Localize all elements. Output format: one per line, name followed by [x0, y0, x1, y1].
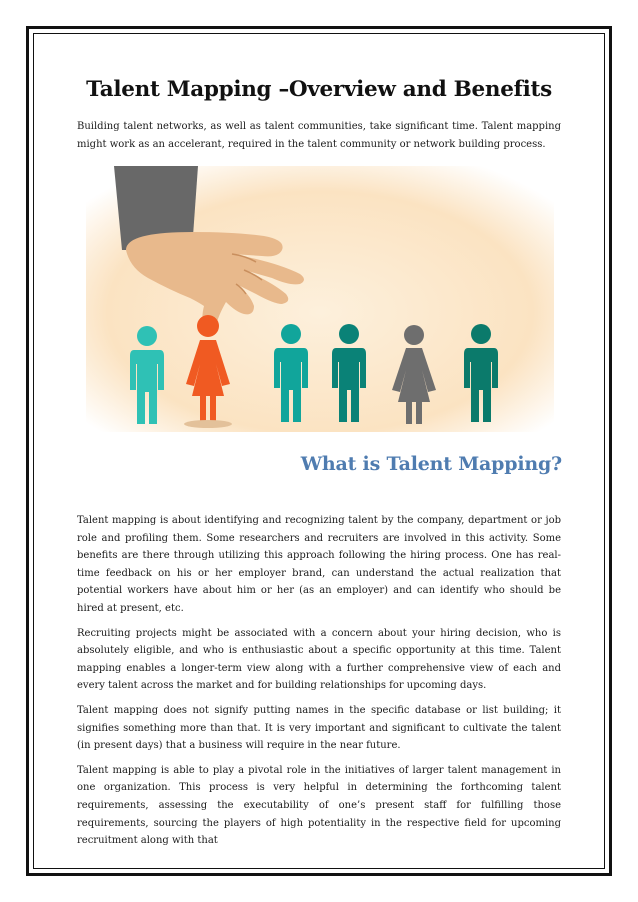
illustration-svg	[86, 166, 554, 432]
page-title: Talent Mapping –Overview and Benefits	[86, 77, 552, 102]
section-heading: What is Talent Mapping?	[300, 453, 562, 475]
header-block	[77, 74, 561, 153]
paragraph: Recruiting projects might be associated with a concern about your hiring decision, who is absolutely eligible, and who is enthusiastic about a specific opportunity at this time. Talent mapping enables a longer-term view along with a further comprehensive view of each and every talent across the market and for building relationships for upcoming days.	[77, 627, 561, 692]
body-text	[77, 512, 561, 857]
talent-selection-illustration	[86, 166, 554, 432]
paragraph: Talent mapping is about identifying and recognizing talent by the company, department or job role and profiling them. Some researchers and recruiters are involved in this activity. Some benefits are there through utilizing this approach following the hiring process. One has real-time feedback on his or her employer brand, can understand the actual realization that potential workers have about him or her (as an employer) and can identify who should be hired at present, etc.	[77, 515, 561, 614]
paragraph: Talent mapping does not signify putting names in the specific database or list building; it signifies something more than that. It is very important and significant to cultivate the talent (in present days) that a business will require in the near future.	[77, 704, 561, 752]
paragraph: Talent mapping is able to play a pivotal role in the initiatives of larger talent management in one organization. This process is very helpful in determining the forthcoming talent requirements, assessing the executability of one’s present staff for fulfilling those requirements, sourcing the players of high potentiality in the respective field for upcoming recruitment along with that	[77, 764, 561, 847]
intro-paragraph: Building talent networks, as well as talent communities, take significant time. Talent mapping might work as an accelerant, required in the talent community or network building process.	[77, 121, 561, 150]
selected-shadow	[184, 420, 232, 428]
